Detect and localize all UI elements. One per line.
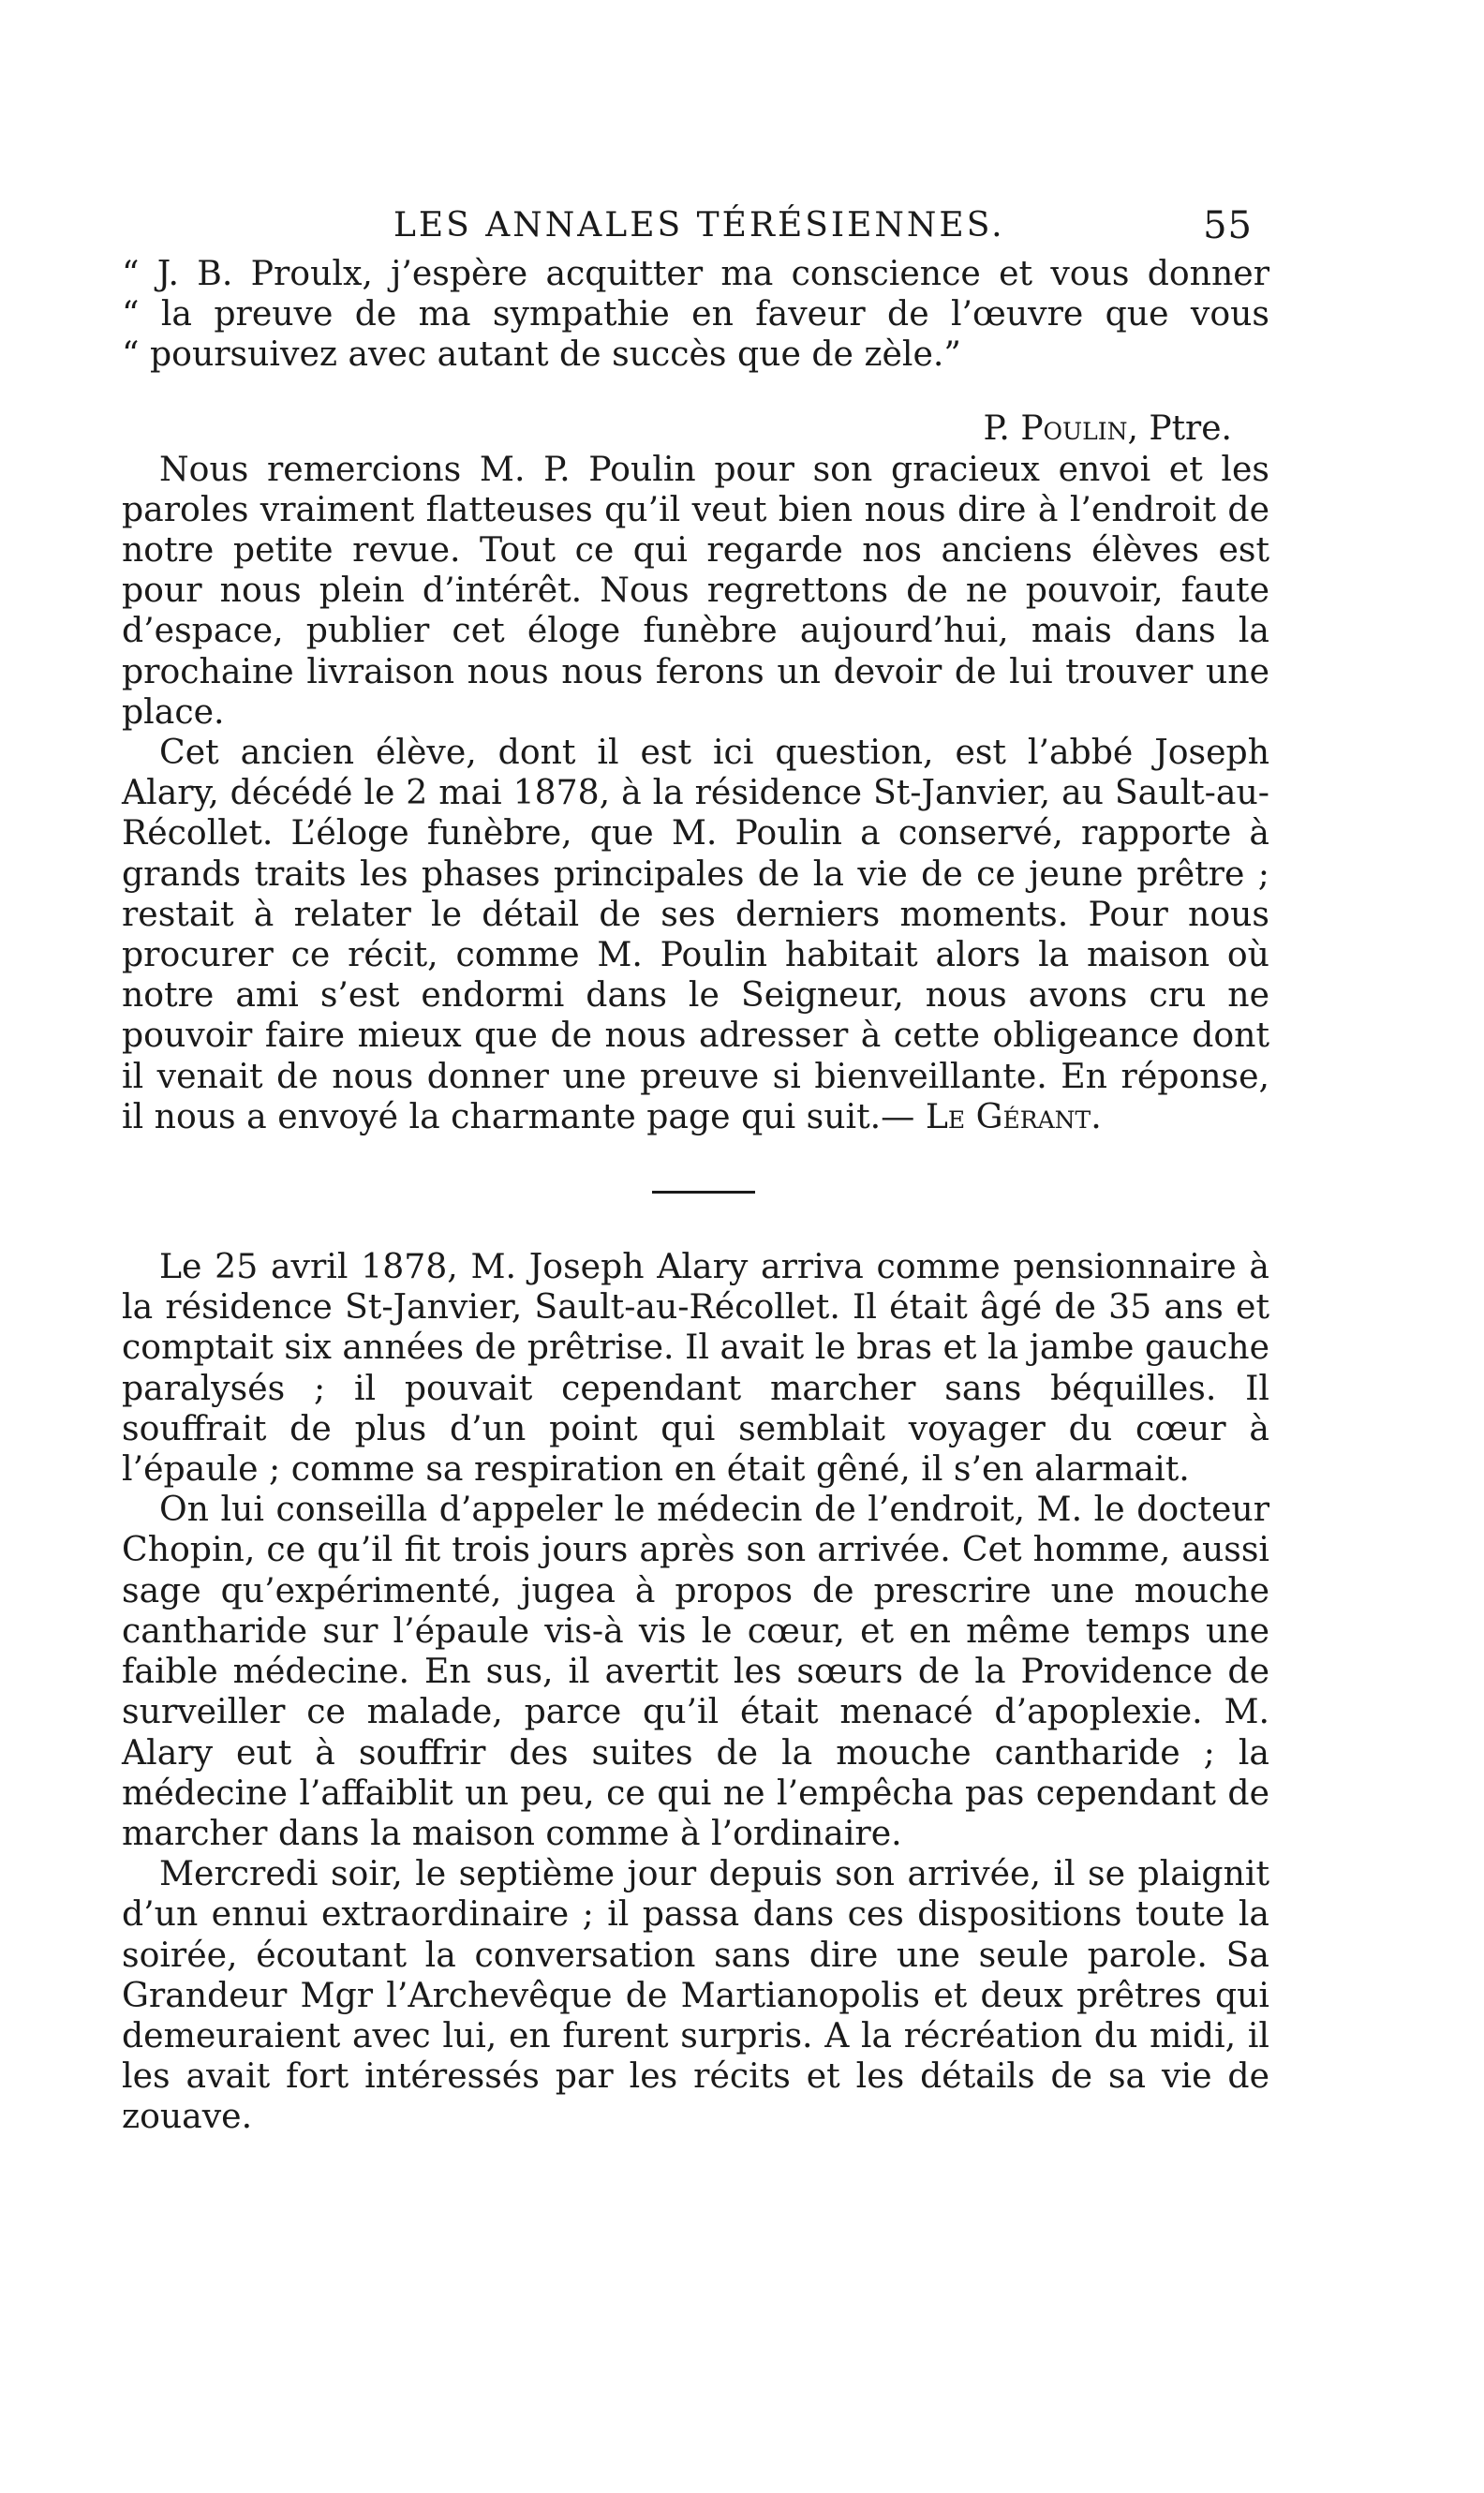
signature-title: , Ptre. [1127,408,1232,448]
book-page [122,187,1269,2137]
running-head [122,187,1269,247]
signature-initial: P. [983,408,1021,448]
narrative-paragraph: On lui conseilla d’appeler le médecin de l’endroit, M. le docteur Chopin, ce qu’il fit trois jours après son arrivée. Cet homme, aussi sage qu’expérimenté, jugea à propos de prescrire une mouche cantharide sur l’épaule vis-à vis le cœur, et en même temps une faible médecine. En sus, il avertit les sœurs de la Providence de surveiller ce malade, parce qu’il était menacé d’apoplexie. M. Alary eut à souffrir des suites de la mouche cantharide ; la médecine l’affaiblit un peu, ce qui ne l’empêcha pas cependant de marcher dans la maison comme à l’ordinaire. [122,1489,1269,1853]
quote-line: “ la preuve de ma sympathie en faveur de l’œuvre que vous [122,293,1269,334]
running-title: LES ANNALES TÉRÉSIENNES. [393,206,1005,245]
narrative-paragraph: Le 25 avril 1878, M. Joseph Alary arriva comme pensionnaire à la résidence St-Janvier, Sault-au-Récollet. Il était âgé de 35 ans et comptait six années de prêtrise. Il avait le bras et la jambe gauche paralysés ; il pouvait cependant marcher sans béquilles. Il souffrait de plus d’un point qui semblait voyager du cœur à l’épaule ; comme sa respiration en était gêné, il s’en alarmait. [122,1246,1269,1490]
body-text [122,253,1269,2137]
letter-quote [122,253,1269,375]
editor-note-text: Cet ancien élève, dont il est ici question, est l’abbé Joseph Alary, décédé le 2 mai 1878, à la résidence St-Janvier, au Sault-au-Récollet. L’éloge funèbre, que M. Poulin a conservé, rapporte à grands traits les phases principales de la vie de ce jeune prêtre ; restait à relater le détail de ses derniers moments. Pour nous procurer ce récit, comme M. Poulin habitait alors la maison où notre ami s’est endormi dans le Seigneur, nous avons cru ne pouvoir faire mieux que de nous adresser à cette obligeance dont il venait de nous donner une preuve si bienveillante. En réponse, il nous a envoyé la charmante page qui suit.— [122,732,1269,1136]
quote-line: “ poursuivez avec autant de succès que de zèle.” [122,334,961,375]
signature-name: Poulin [1020,408,1128,448]
editor-signoff: Le Gérant. [925,1095,1102,1136]
quote-line: “ J. B. Proulx, j’espère acquitter ma conscience et vous donner [122,253,1269,293]
page-number: 55 [1203,204,1253,247]
editor-note-paragraph [122,732,1269,1136]
letter-signature [122,408,1269,449]
section-divider [652,1191,755,1194]
narrative-section [122,1246,1269,2136]
narrative-paragraph: Mercredi soir, le septième jour depuis son arrivée, il se plaignit d’un ennui extraordinaire ; il passa dans ces dispositions toute la soirée, écoutant la conversation sans dire une seule parole. Sa Grandeur Mgr l’Archevêque de Martianopolis et deux prêtres qui demeuraient avec lui, en furent surpris. A la récréation du midi, il les avait fort intéressés par les récits et les détails de sa vie de zouave. [122,1853,1269,2137]
editor-note-paragraph: Nous remercions M. P. Poulin pour son gracieux envoi et les paroles vraiment flatteuses qu’il veut bien nous dire à l’endroit de notre petite revue. Tout ce qui regarde nos anciens élèves est pour nous plein d’intérêt. Nous regrettons de ne pouvoir, faute d’espace, publier cet éloge funèbre aujourd’hui, mais dans la prochaine livraison nous nous ferons un devoir de lui trouver une place. [122,448,1269,732]
